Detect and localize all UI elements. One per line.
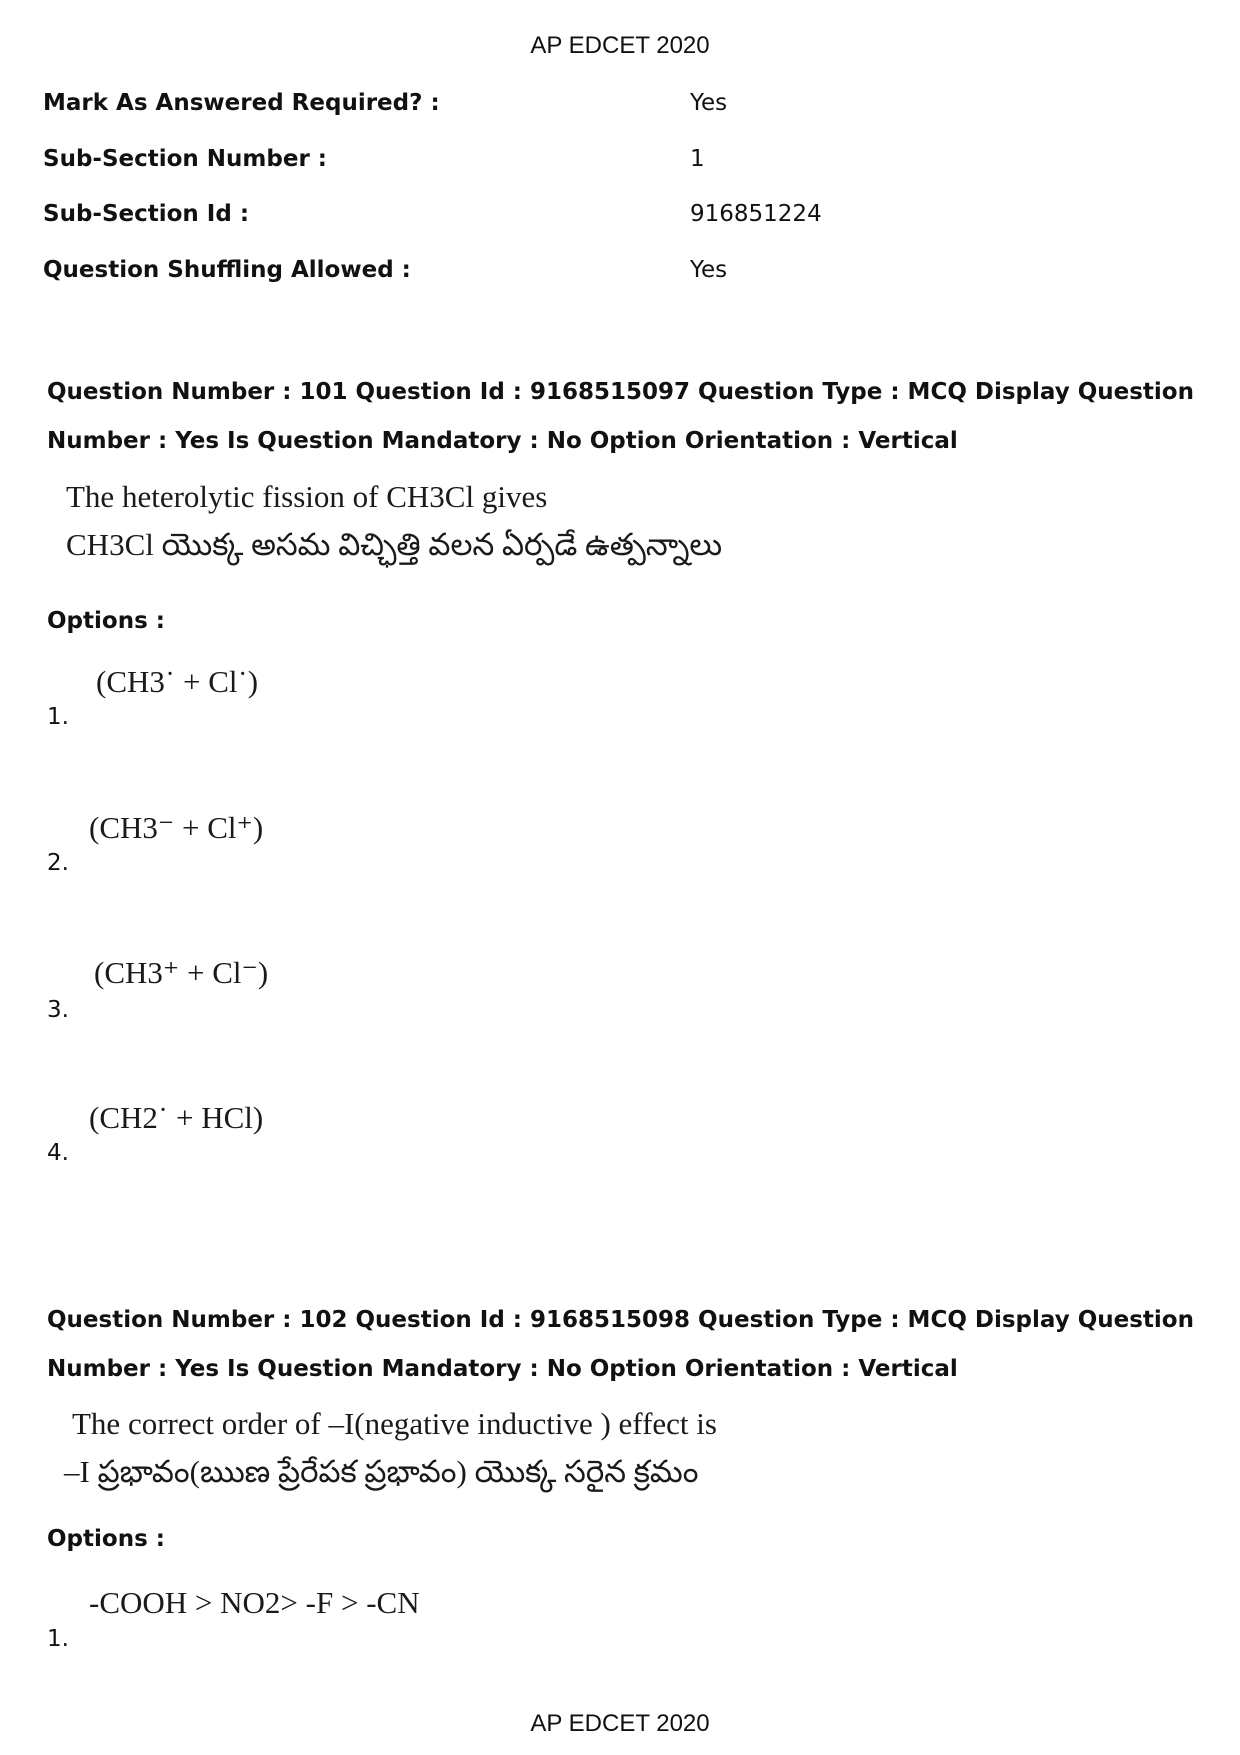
option-formula[interactable]: (CH3⁻ + Cl⁺) (89, 810, 264, 845)
page-header: AP EDCET 2020 (530, 32, 710, 59)
meta-row (43, 90, 1143, 146)
question-text (66, 473, 722, 569)
meta-value: 916851224 (690, 201, 822, 227)
option-formula[interactable]: (CH3˙ + Cl˙) (96, 664, 259, 699)
option-number: 1. (47, 704, 69, 730)
question-header (47, 368, 1197, 466)
meta-key: Question Shuffling Allowed : (43, 256, 411, 283)
meta-row (43, 146, 1143, 202)
meta-value: 1 (690, 145, 705, 172)
question-text (64, 1400, 717, 1496)
option-number: 2. (47, 850, 69, 876)
meta-row (43, 201, 1143, 257)
question-text-telugu: CH3Cl యొక్క అసమ విచ్ఛిత్తి వలన ఏర్పడే ఉత్పన్నాలు (66, 527, 723, 562)
question-header (47, 1296, 1197, 1394)
option-number: 3. (47, 997, 69, 1023)
question-text-english: The correct order of –I(negative inductive ) effect is (72, 1406, 717, 1441)
meta-value: Yes (690, 256, 728, 283)
meta-key: Mark As Answered Required? : (43, 90, 440, 116)
question-header-line: Question Number : 102 Question Id : 9168515098 Question Type : MCQ Display Question (47, 1307, 1194, 1333)
question-text-english: The heterolytic fission of CH3Cl gives (66, 479, 548, 514)
question-header-line: Number : Yes Is Question Mandatory : No Option Orientation : Vertical (47, 1356, 958, 1382)
meta-row (43, 257, 1143, 313)
option-number: 4. (47, 1140, 69, 1166)
option-formula[interactable]: -COOH > NO2> -F > -CN (89, 1585, 420, 1620)
question-header-line: Number : Yes Is Question Mandatory : No Option Orientation : Vertical (47, 428, 958, 454)
meta-key: Sub-Section Id : (43, 201, 250, 227)
options-label: Options : (47, 1526, 165, 1552)
option-number: 1. (47, 1626, 69, 1652)
option-formula[interactable]: (CH2˙ + HCl) (89, 1100, 264, 1135)
question-header-line: Question Number : 101 Question Id : 9168515097 Question Type : MCQ Display Question (47, 379, 1194, 405)
options-label: Options : (47, 608, 165, 634)
meta-value: Yes (690, 90, 728, 116)
question-text-telugu: –I ప్రభావం(ఋణ ప్రేరేపక ప్రభావం) యొక్క సరైన క్రమం (64, 1454, 699, 1489)
page-footer: AP EDCET 2020 (530, 1710, 710, 1737)
option-formula[interactable]: (CH3⁺ + Cl⁻) (94, 955, 269, 990)
section-meta (43, 90, 1143, 312)
meta-key: Sub-Section Number : (43, 145, 328, 172)
